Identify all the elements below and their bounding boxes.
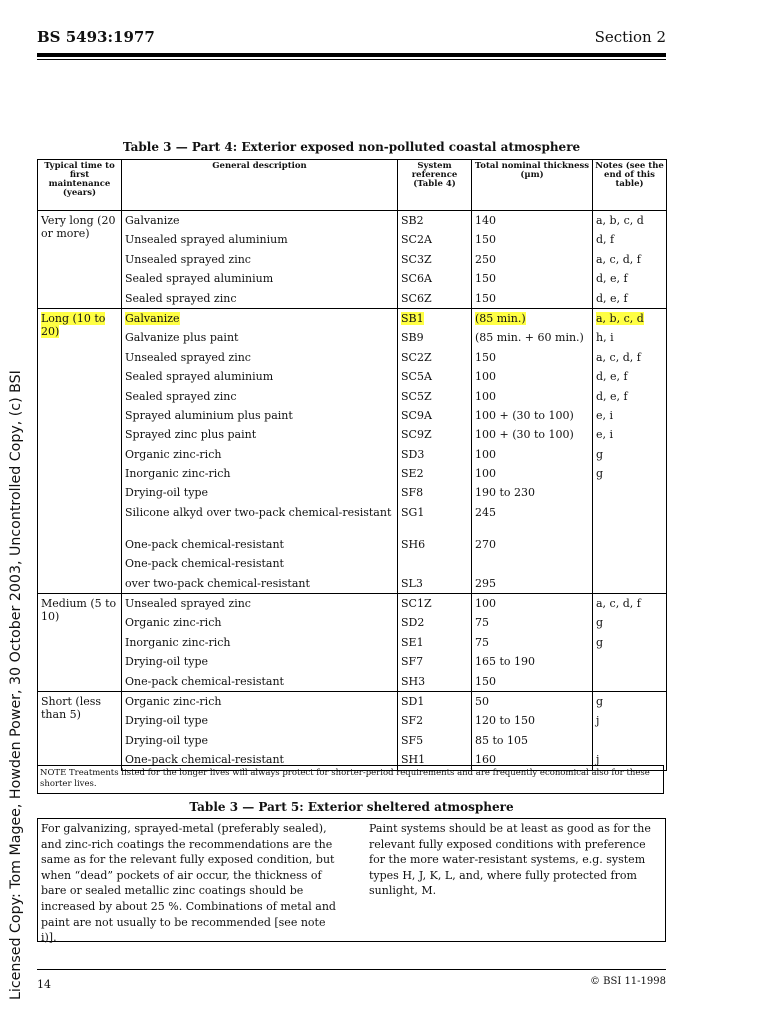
table-row: [38, 731, 667, 750]
table-row: [38, 406, 667, 425]
desc-cell: Sealed sprayed aluminium: [122, 367, 398, 386]
desc-cell: Inorganic zinc-rich: [122, 633, 398, 652]
section-label: Section 2: [594, 28, 666, 46]
notes-cell: [593, 308, 667, 328]
desc-cell: Sealed sprayed zinc: [122, 289, 398, 309]
system-cell: SH6: [398, 535, 472, 554]
notes-cell: d, e, f: [593, 367, 667, 386]
table-part5-caption: Table 3 — Part 5: Exterior sheltered atmosphere: [189, 800, 514, 814]
table-row: [38, 367, 667, 386]
notes-cell: h, i: [593, 328, 667, 347]
table-row-highlighted: [38, 308, 667, 328]
system-cell: SH3: [398, 672, 472, 692]
time-medium: Medium (5 to 10): [38, 594, 122, 692]
notes-cell: [593, 652, 667, 671]
system-cell: SG1: [398, 503, 472, 535]
notes-cell: a, c, d, f: [593, 348, 667, 367]
thickness-cell: 120 to 150: [472, 711, 593, 730]
sheltered-paint-text: Paint systems should be at least as good as for the relevant fully exposed conditions with preference for the more water-resistant systems, e.g. system types H, J, K, L, and, where fully protected from sunlight, M.: [369, 822, 651, 898]
table-row: [38, 672, 667, 692]
table-row: [38, 425, 667, 444]
table-row: [38, 535, 667, 554]
thickness-cell: 75: [472, 633, 593, 652]
notes-cell: g: [593, 613, 667, 632]
thickness-cell: 165 to 190: [472, 652, 593, 671]
notes-cell: [593, 574, 667, 594]
footer-rule: [37, 969, 666, 970]
thickness-cell: 160: [472, 750, 593, 770]
thickness-cell: 100: [472, 464, 593, 483]
desc-cell: Sealed sprayed zinc: [122, 387, 398, 406]
table-row: [38, 574, 667, 594]
notes-highlight: a, b, c, d: [596, 311, 644, 325]
system-cell: SC3Z: [398, 250, 472, 269]
table-row: [38, 594, 667, 614]
desc-cell: Unsealed sprayed zinc: [122, 250, 398, 269]
notes-cell: g: [593, 691, 667, 711]
thickness-cell: 150: [472, 269, 593, 288]
desc-cell: Sprayed zinc plus paint: [122, 425, 398, 444]
table-row: [38, 711, 667, 730]
header-time: Typical time to first maintenance (years): [38, 160, 122, 211]
table-row: [38, 387, 667, 406]
thickness-cell: 100: [472, 594, 593, 614]
header-rule-thick: [37, 53, 666, 57]
system-cell: [398, 554, 472, 573]
thickness-cell: 295: [472, 574, 593, 594]
system-cell: SL3: [398, 574, 472, 594]
table-part4: [37, 159, 667, 771]
desc-cell: Galvanize plus paint: [122, 328, 398, 347]
notes-cell: d, e, f: [593, 289, 667, 309]
time-very-long: Very long (20 or more): [38, 211, 122, 309]
system-cell: SC9A: [398, 406, 472, 425]
desc-cell: Sprayed aluminium plus paint: [122, 406, 398, 425]
system-cell: SC5A: [398, 367, 472, 386]
system-cell: SF2: [398, 711, 472, 730]
system-cell: SF7: [398, 652, 472, 671]
table-row: [38, 691, 667, 711]
system-cell: SF8: [398, 483, 472, 502]
desc-cell: Drying-oil type: [122, 483, 398, 502]
system-cell: SE2: [398, 464, 472, 483]
header-system: System reference (Table 4): [398, 160, 472, 211]
thickness-cell: 100: [472, 367, 593, 386]
table-header-row: [38, 160, 667, 211]
notes-cell: d, f: [593, 230, 667, 249]
table-row: [38, 328, 667, 347]
table-row: [38, 348, 667, 367]
system-cell: SC2Z: [398, 348, 472, 367]
desc-cell: Drying-oil type: [122, 652, 398, 671]
notes-cell: e, i: [593, 425, 667, 444]
thickness-cell: 85 to 105: [472, 731, 593, 750]
notes-cell: a, c, d, f: [593, 250, 667, 269]
notes-cell: [593, 503, 667, 535]
header-notes: Notes (see the end of this table): [593, 160, 667, 211]
time-long: [38, 308, 122, 593]
standard-number: BS 5493:1977: [37, 28, 155, 46]
desc-cell: Unsealed sprayed aluminium: [122, 230, 398, 249]
notes-cell: [593, 672, 667, 692]
notes-cell: j: [593, 711, 667, 730]
table-row: [38, 211, 667, 231]
time-short: Short (less than 5): [38, 691, 122, 770]
thickness-highlight: (85 min.): [475, 311, 526, 325]
thickness-cell: 150: [472, 672, 593, 692]
table-row: [38, 652, 667, 671]
notes-cell: a, c, d, f: [593, 594, 667, 614]
desc-cell: One-pack chemical-resistant: [122, 554, 398, 573]
thickness-cell: 140: [472, 211, 593, 231]
system-cell: SC6A: [398, 269, 472, 288]
system-cell: SC5Z: [398, 387, 472, 406]
system-cell: SC2A: [398, 230, 472, 249]
desc-cell: Organic zinc-rich: [122, 691, 398, 711]
notes-cell: j: [593, 750, 667, 770]
notes-cell: g: [593, 464, 667, 483]
sheltered-metal-text: For galvanizing, sprayed-metal (preferably sealed), and zinc-rich coatings the recommendations are the same as for the relevant fully exposed condition, but when “dead” pockets of air occur, the thickness of bare or sealed metallic zinc coatings should be increased by about 25 %. Combinations of metal and paint are not usually to be recommended [see note i)].: [41, 822, 336, 945]
notes-cell: d, e, f: [593, 387, 667, 406]
table-part5-box: [37, 818, 666, 945]
thickness-cell: 50: [472, 691, 593, 711]
table-row: [38, 269, 667, 288]
table-row: [38, 503, 667, 535]
desc-cell: Inorganic zinc-rich: [122, 464, 398, 483]
desc-cell: One-pack chemical-resistant: [122, 750, 398, 770]
thickness-cell: 150: [472, 348, 593, 367]
desc-cell: Silicone alkyd over two-pack chemical-resistant: [122, 503, 398, 535]
header-description: General description: [122, 160, 398, 211]
desc-cell: [122, 308, 398, 328]
table-row: [38, 250, 667, 269]
time-long-text: Long (10 to 20): [41, 311, 106, 338]
page-number: 14: [37, 978, 51, 991]
table-row: [38, 230, 667, 249]
thickness-cell: 270: [472, 535, 593, 554]
system-cell: SE1: [398, 633, 472, 652]
notes-cell: [593, 483, 667, 502]
thickness-cell: 150: [472, 230, 593, 249]
desc-cell: Unsealed sprayed zinc: [122, 348, 398, 367]
table-row: [38, 613, 667, 632]
desc-cell: One-pack chemical-resistant: [122, 535, 398, 554]
table-part4-caption: Table 3 — Part 4: Exterior exposed non-polluted coastal atmosphere: [122, 140, 581, 154]
thickness-cell: 190 to 230: [472, 483, 593, 502]
desc-cell: Sealed sprayed aluminium: [122, 269, 398, 288]
system-cell: SB2: [398, 211, 472, 231]
system-highlight: SB1: [401, 311, 424, 325]
thickness-cell: 100: [472, 387, 593, 406]
notes-cell: g: [593, 445, 667, 464]
desc-cell: Drying-oil type: [122, 711, 398, 730]
thickness-cell: 150: [472, 289, 593, 309]
table-row: [38, 445, 667, 464]
notes-cell: [593, 554, 667, 573]
copyright-notice: © BSI 11-1998: [589, 976, 666, 987]
system-cell: SC6Z: [398, 289, 472, 309]
notes-cell: g: [593, 633, 667, 652]
notes-cell: e, i: [593, 406, 667, 425]
desc-cell: Organic zinc-rich: [122, 445, 398, 464]
thickness-cell: 75: [472, 613, 593, 632]
desc-cell: One-pack chemical-resistant: [122, 672, 398, 692]
system-cell: SC1Z: [398, 594, 472, 614]
table-row: [38, 633, 667, 652]
thickness-cell: 245: [472, 503, 593, 535]
system-cell: SB9: [398, 328, 472, 347]
thickness-cell: (85 min. + 60 min.): [472, 328, 593, 347]
system-cell: SF5: [398, 731, 472, 750]
header-thickness: Total nominal thickness (µm): [472, 160, 593, 211]
table-row: [38, 483, 667, 502]
system-cell: SD1: [398, 691, 472, 711]
system-cell: SD2: [398, 613, 472, 632]
system-cell: [398, 308, 472, 328]
notes-cell: d, e, f: [593, 269, 667, 288]
table-note: NOTE Treatments listed for the longer lives will always protect for shorter-period requirements and are frequently economical also for these shorter lives.: [37, 765, 664, 794]
desc-cell: Organic zinc-rich: [122, 613, 398, 632]
notes-cell: [593, 731, 667, 750]
desc-cell: Unsealed sprayed zinc: [122, 594, 398, 614]
system-cell: SD3: [398, 445, 472, 464]
thickness-cell: 250: [472, 250, 593, 269]
thickness-cell: 100 + (30 to 100): [472, 425, 593, 444]
notes-cell: [593, 535, 667, 554]
system-cell: SH1: [398, 750, 472, 770]
header-rule-thin: [37, 59, 666, 60]
license-watermark: Licensed Copy: Tom Magee, Howden Power, 30 October 2003, Uncontrolled Copy, (c) BSI: [8, 370, 24, 1000]
thickness-cell: 100 + (30 to 100): [472, 406, 593, 425]
table-row: [38, 464, 667, 483]
thickness-cell: [472, 308, 593, 328]
desc-highlight: Galvanize: [125, 311, 180, 325]
desc-cell: Drying-oil type: [122, 731, 398, 750]
table-row: [38, 554, 667, 573]
desc-cell: Galvanize: [122, 211, 398, 231]
system-cell: SC9Z: [398, 425, 472, 444]
desc-cell: over two-pack chemical-resistant: [122, 574, 398, 594]
notes-cell: a, b, c, d: [593, 211, 667, 231]
table-row: [38, 289, 667, 309]
thickness-cell: [472, 554, 593, 573]
thickness-cell: 100: [472, 445, 593, 464]
